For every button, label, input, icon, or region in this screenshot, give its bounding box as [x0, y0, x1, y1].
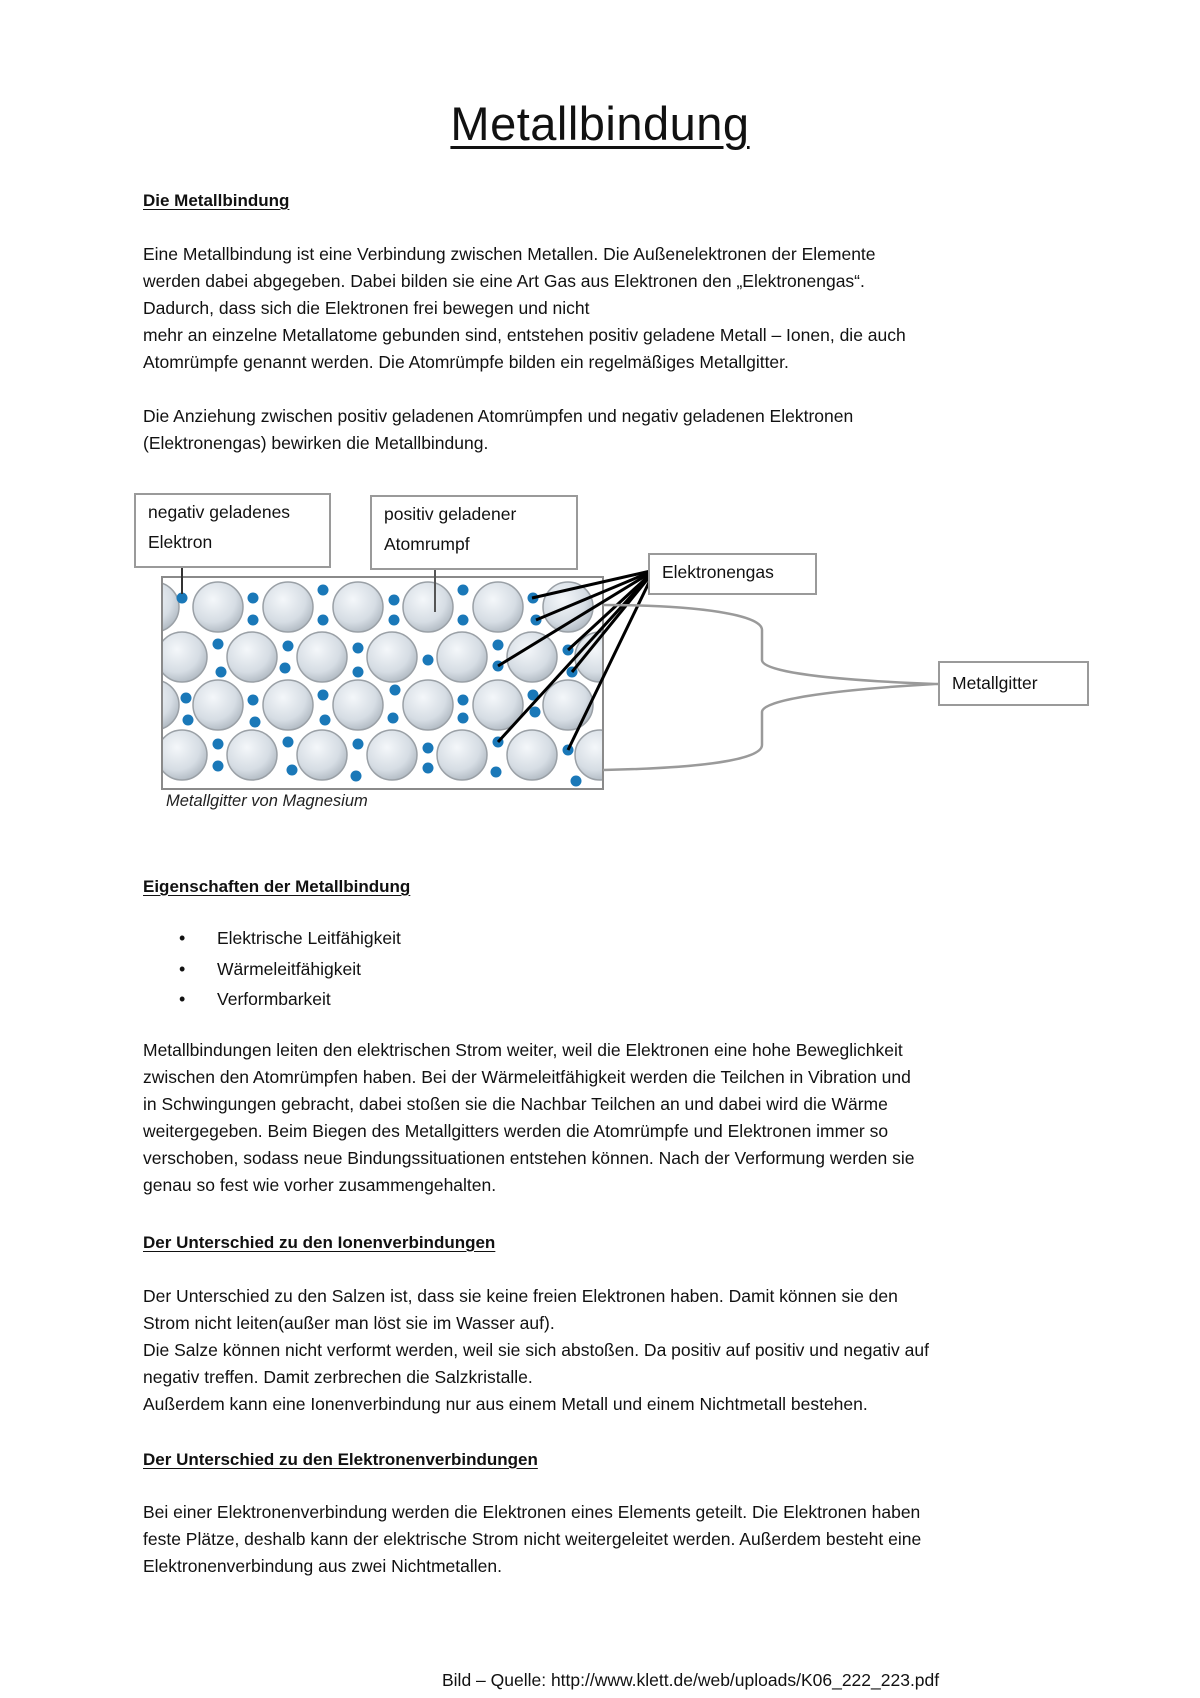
- label-positive-core: positiv geladener Atomrumpf: [370, 495, 578, 570]
- list-item: • Elektrische Leitfähigkeit: [143, 923, 401, 954]
- image-source: Bild – Quelle: http://www.klett.de/web/uploads/K06_222_223.pdf: [442, 1670, 940, 1690]
- label-electron-gas: Elektronengas: [648, 553, 817, 595]
- page-title: Metallbindung: [450, 97, 750, 150]
- attraction-paragraph: Die Anziehung zwischen positiv geladenen Atomrümpfen und negativ geladenen Elektronen (Elektronengas) bewirken die Metallbindung.: [143, 406, 854, 453]
- lattice-brace: [603, 605, 945, 770]
- section-heading-ionic: Der Unterschied zu den Ionenverbindungen: [143, 1233, 496, 1252]
- list-item: • Verformbarkeit: [143, 984, 401, 1015]
- properties-paragraph: Metallbindungen leiten den elektrischen Strom weiter, weil die Elektronen eine hohe Beweglichkeit zwischen den Atomrümpfen haben. Bei der Wärmeleitfähigkeit werden die Teilchen in Vibration und in Schwingungen gebracht, dabei stoßen sie die Nachbar Teilchen an und dabei wird die Wärme weitergegeben. Beim Biegen des Metallgitters werden die Atomrümpfe und Elektronen immer so verschoben, sodass neue Bindungssituationen entstehen können. Nach der Verformung werden sie genau so fest wie vorher zusammengehalten.: [143, 1040, 915, 1195]
- properties-list: [143, 923, 401, 1015]
- intro-paragraph: Eine Metallbindung ist eine Verbindung zwischen Metallen. Die Außenelektronen der Elemente werden dabei abgegeben. Dabei bilden sie eine Art Gas aus Elektronen den „Elektronengas“. Dadurch, dass sich die Elektronen frei bewegen und nicht mehr an einzelne Metallatome gebunden sind, entstehen positiv geladene Metall – Ionen, die auch Atomrümpfe genannt werden. Die Atomrümpfe bilden ein regelmäßiges Metallgitter.: [143, 244, 906, 372]
- section-heading-covalent: Der Unterschied zu den Elektronenverbindungen: [143, 1450, 538, 1469]
- label-metal-lattice: Metallgitter: [938, 661, 1089, 706]
- list-item: • Wärmeleitfähigkeit: [143, 954, 401, 985]
- label-negative-electron: negativ geladenes Elektron: [134, 493, 331, 568]
- section-heading-properties: Eigenschaften der Metallbindung: [143, 877, 411, 896]
- metal-lattice-diagram: [0, 0, 1200, 830]
- diagram-caption: Metallgitter von Magnesium: [166, 792, 368, 810]
- section-heading-metallbindung: Die Metallbindung: [143, 191, 290, 210]
- ionic-paragraph: Der Unterschied zu den Salzen ist, dass sie keine freien Elektronen haben. Damit können sie den Strom nicht leiten(außer man löst sie im Wasser auf). Die Salze können nicht verformt werden, weil sie sich abstoßen. Da positiv auf positiv und negativ auf negativ treffen. Damit zerbrechen die Salzkristalle. Außerdem kann eine Ionenverbindung nur aus einem Metall und einem Nichtmetall bestehen.: [143, 1286, 929, 1414]
- covalent-paragraph: Bei einer Elektronenverbindung werden die Elektronen eines Elements geteilt. Die Elektronen haben feste Plätze, deshalb kann der elektrische Strom nicht weitergeleitet werden. Außerdem besteht eine Elektronenverbindung aus zwei Nichtmetallen.: [143, 1502, 922, 1576]
